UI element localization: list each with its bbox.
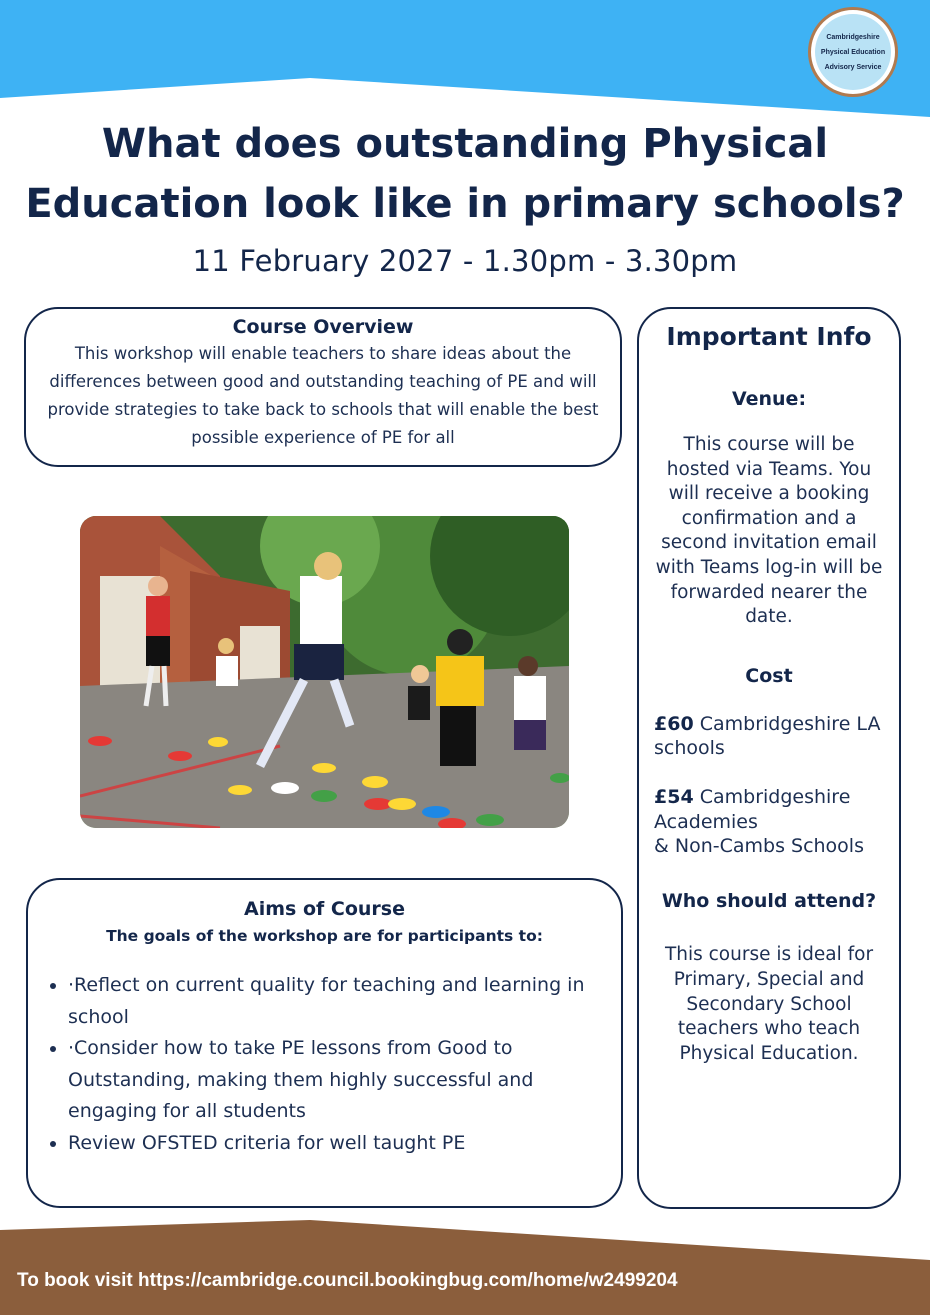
- aims-list-item: • ·Consider how to take PE lessons from Good to Outstanding, making them highly successful and engaging for all students: [68, 1033, 611, 1128]
- aims-subheading: The goals of the workshop are for participants to:: [106, 927, 543, 945]
- aims-of-course-box: [26, 878, 623, 1208]
- bottom-banner: [0, 1210, 930, 1315]
- title-line-2: Education look like in primary schools?: [25, 181, 905, 227]
- children-playing-photo: [80, 516, 569, 828]
- cost-la-schools: [654, 712, 889, 761]
- advisory-service-logo: [808, 7, 898, 97]
- venue-text: This course will be hosted via Teams. You will receive a booking confirmation and a second invitation email with Teams log-in will be forwarded nearer the date.: [655, 434, 883, 628]
- cost-academies: [654, 785, 889, 859]
- logo-line-3: Advisory Service: [824, 63, 882, 71]
- playground-illustration: [80, 516, 569, 828]
- venue-heading: Venue:: [731, 388, 807, 410]
- cost-academies-text-2: & Non-Cambs Schools: [654, 835, 864, 858]
- cost-la-text: Cambridgeshire LA schools: [654, 712, 881, 760]
- course-overview-box: [24, 307, 622, 467]
- who-should-attend-text: This course is ideal for Primary, Special and Secondary School teachers who teach Physical Education.: [664, 944, 874, 1064]
- who-should-attend-heading: Who should attend?: [661, 889, 877, 912]
- cost-heading: Cost: [745, 664, 793, 687]
- event-date-time: 11 February 2027 - 1.30pm - 3.30pm: [192, 244, 738, 278]
- title-line-1: What does outstanding Physical: [101, 121, 829, 167]
- cost-la-price: £60: [654, 712, 694, 735]
- top-banner: [0, 0, 930, 130]
- booking-link[interactable]: To book visit https://cambridge.council.bookingbug.com/home/w2499204: [17, 1270, 678, 1291]
- aims-list-item: • ·Reflect on current quality for teaching and learning in school: [68, 970, 611, 1033]
- aims-list-item: • Review OFSTED criteria for well taught PE: [68, 1128, 611, 1160]
- important-info-box: [637, 307, 901, 1209]
- overview-text: This workshop will enable teachers to share ideas about the differences between good and outstanding teaching of PE and will provide strategies to take back to schools that will enable the best possible experience of PE for all: [47, 344, 599, 447]
- aims-heading: Aims of Course: [244, 898, 405, 920]
- logo-line-1: Cambridgeshire: [826, 33, 880, 41]
- cost-academies-price: £54: [654, 785, 694, 808]
- important-info-heading: Important Info: [666, 322, 872, 351]
- aims-list: [34, 970, 611, 1159]
- page-title: [0, 114, 930, 234]
- overview-heading: Course Overview: [232, 316, 414, 338]
- cost-academies-text: Cambridgeshire Academies: [654, 785, 851, 833]
- logo-line-2: Physical Education: [820, 48, 886, 56]
